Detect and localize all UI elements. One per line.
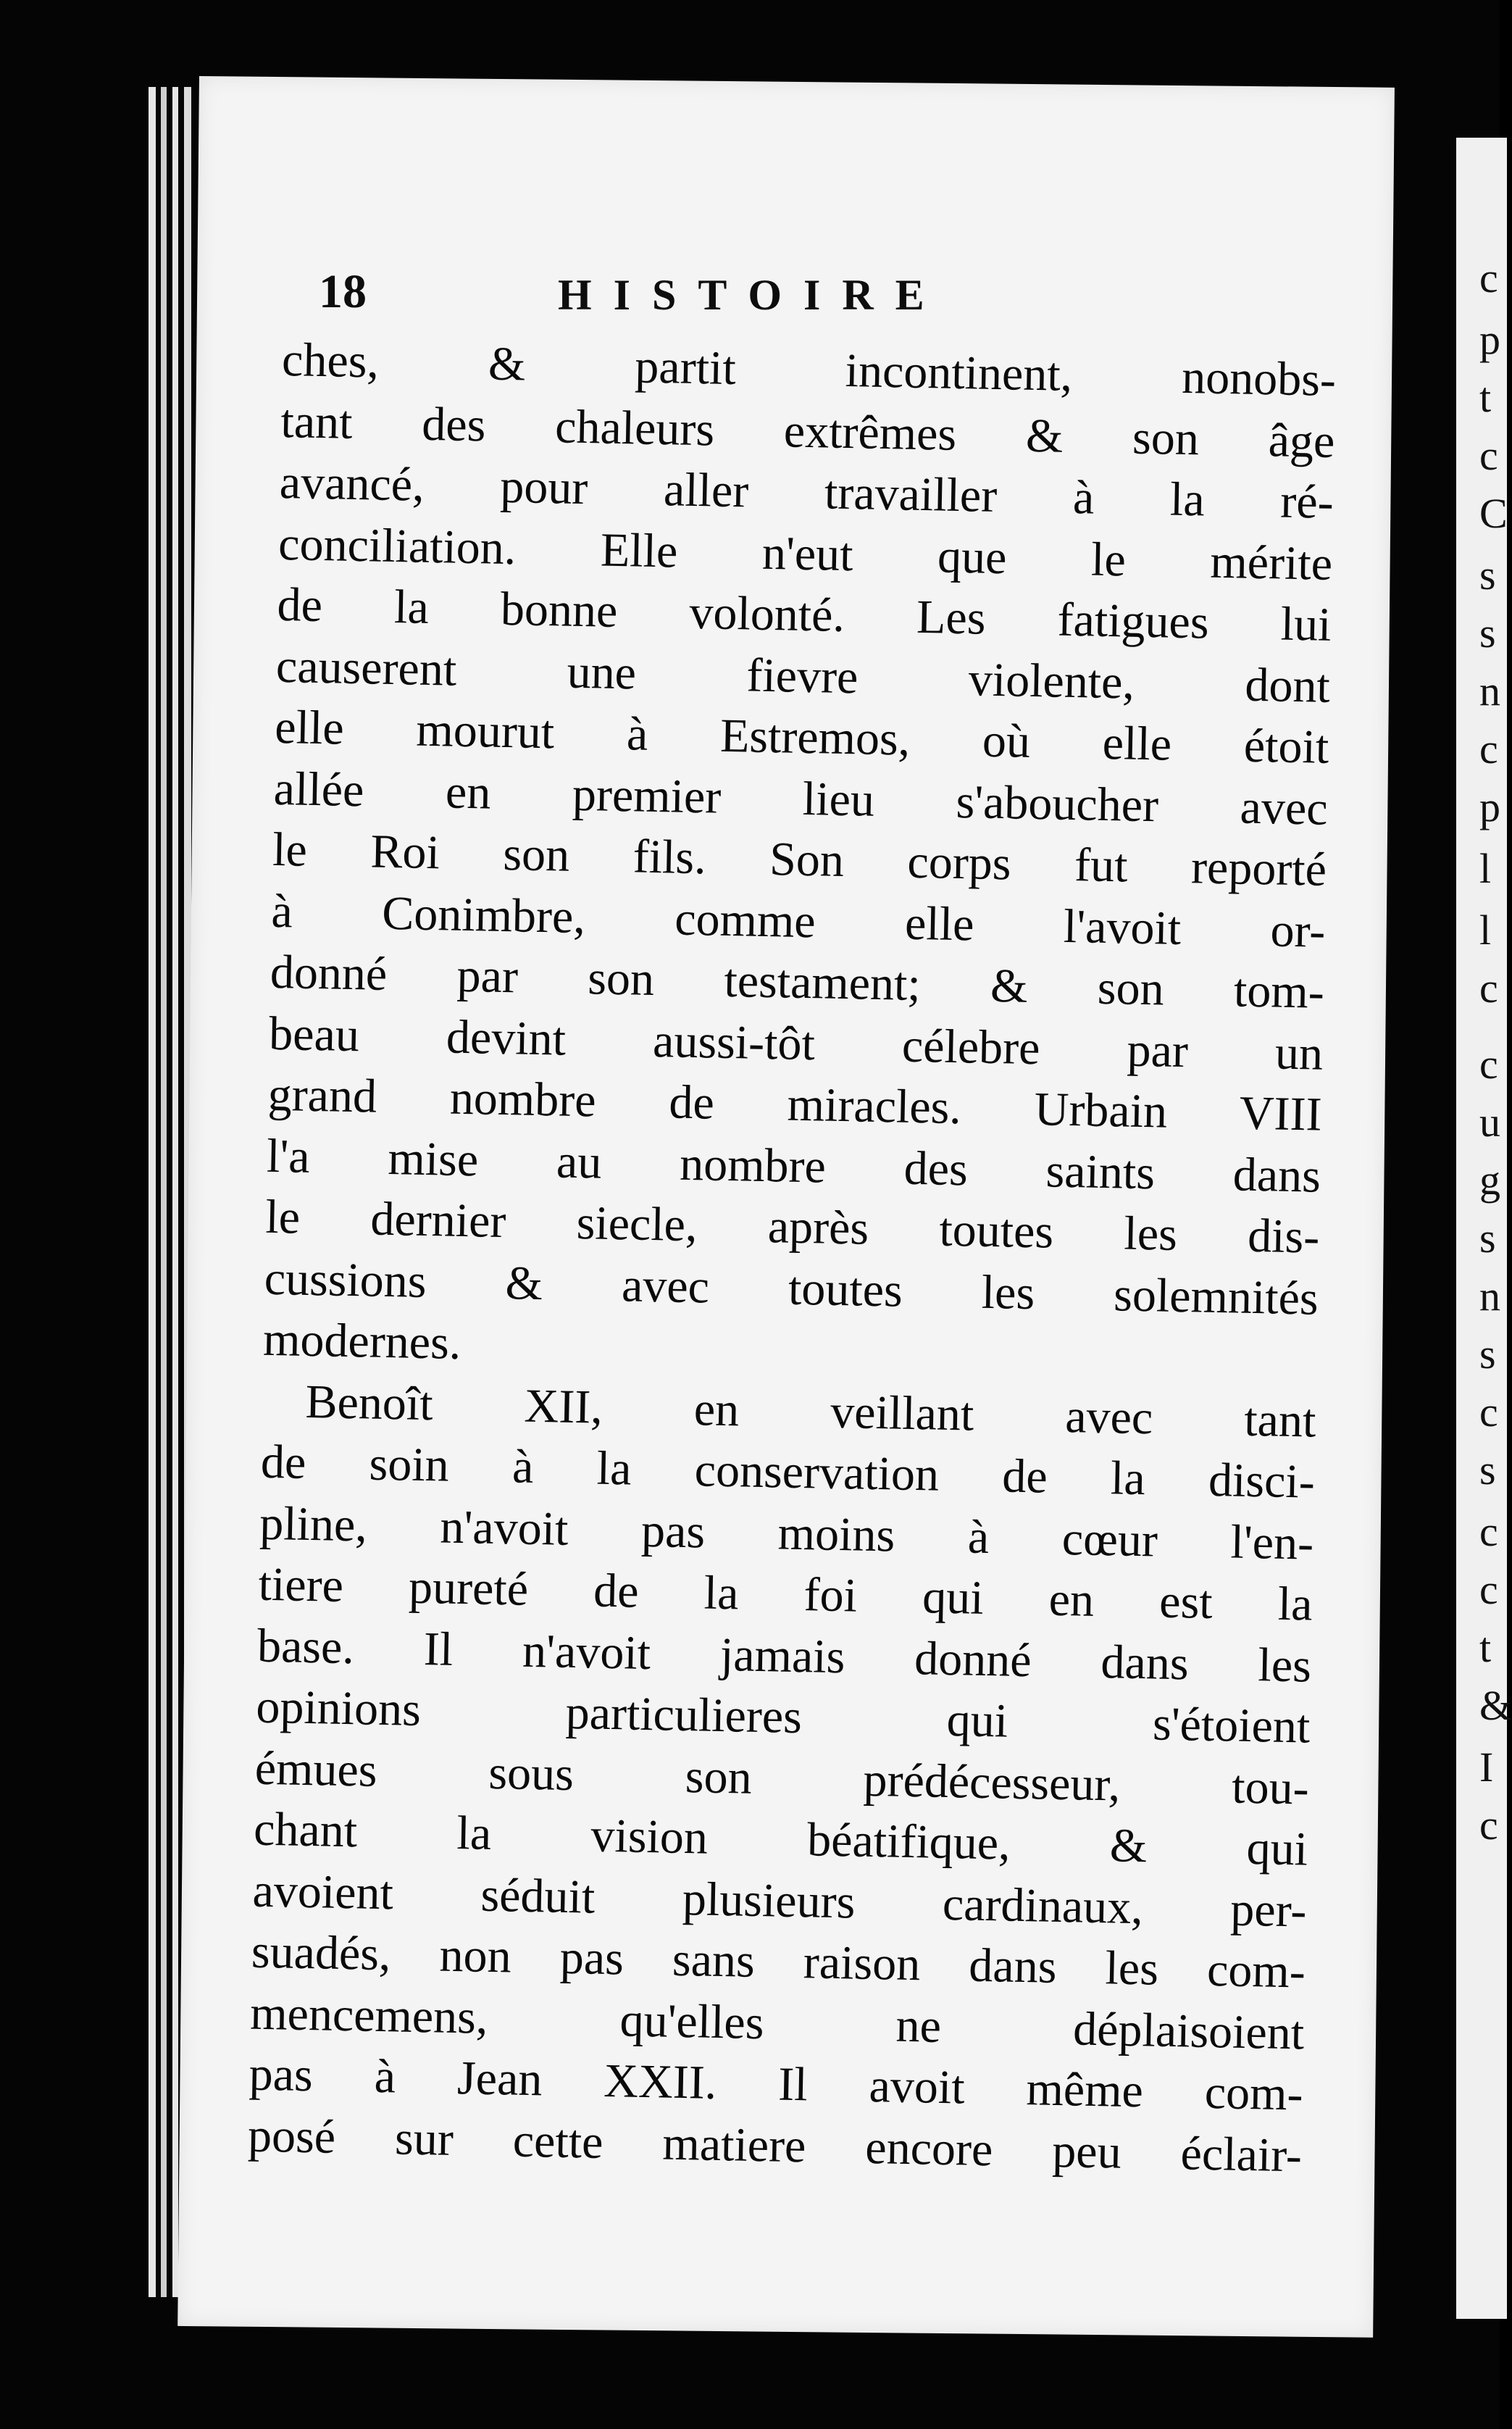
text-line: l'a mise au nombre des saints dans xyxy=(266,1129,1321,1203)
adjacent-page-fragment: u xyxy=(1479,1099,1500,1146)
text-line: causerent une fievre violente, dont xyxy=(275,639,1331,713)
text-line: le dernier siecle, après toutes les dis- xyxy=(264,1190,1320,1264)
text-line: grand nombre de miracles. Urbain VIII xyxy=(267,1067,1323,1141)
adjacent-page-fragment: c xyxy=(1479,964,1498,1012)
adjacent-page-fragment: g xyxy=(1479,1157,1500,1204)
text-line: elle mourut à Estremos, où elle étoit xyxy=(274,700,1329,774)
adjacent-page-fragment: t xyxy=(1479,374,1492,421)
text-line: tiere pureté de la foi qui en est la xyxy=(258,1557,1313,1631)
text-line: posé sur cette matiere encore peu éclair- xyxy=(247,2109,1303,2182)
text-line: le Roi son fils. Son corps fut reporté xyxy=(272,822,1327,896)
adjacent-page-fragment: c xyxy=(1479,1801,1498,1849)
adjacent-page-fragment: c xyxy=(1479,1041,1498,1088)
text-line: chant la vision béatifique, & qui xyxy=(253,1802,1308,1876)
text-line: modernes. xyxy=(262,1312,461,1370)
running-title: HISTOIRE xyxy=(558,271,946,319)
text-line: allée en premier lieu s'aboucher avec xyxy=(273,762,1329,836)
adjacent-page-fragment: s xyxy=(1479,609,1496,657)
adjacent-page-fragment: c xyxy=(1479,1388,1498,1436)
text-line: base. Il n'avoit jamais donné dans les xyxy=(256,1619,1312,1693)
text-line: de soin à la conservation de la disci- xyxy=(260,1435,1316,1509)
adjacent-page-fragment: s xyxy=(1479,1330,1496,1378)
text-line: à Conimbre, comme elle l'avoit or- xyxy=(270,884,1327,958)
body-text xyxy=(247,330,1336,2186)
adjacent-page-fragment: c xyxy=(1479,432,1498,479)
text-line: donné par son testament; & son tom- xyxy=(270,945,1325,1019)
page-number: 18 xyxy=(319,265,367,318)
text-line: conciliation. Elle n'eut que le mérite xyxy=(277,517,1333,591)
text-line: mencemens, qu'elles ne déplaisoient xyxy=(249,1986,1305,2059)
text-line: pas à Jean XXII. Il avoit même com- xyxy=(248,2047,1304,2121)
adjacent-page-fragment: c xyxy=(1479,1566,1498,1613)
page-edge xyxy=(149,87,156,2297)
text-line: suadés, non pas sans raison dans les com- xyxy=(251,1925,1306,1999)
adjacent-page-fragment: s xyxy=(1479,1446,1496,1493)
adjacent-page-fragment: n xyxy=(1479,667,1500,714)
adjacent-page-fragment: s xyxy=(1479,551,1496,599)
adjacent-page-fragment: p xyxy=(1479,316,1500,363)
text-line: beau devint aussi-tôt célebre par un xyxy=(268,1007,1324,1080)
text-line: émues sous son prédécesseur, tou- xyxy=(254,1741,1310,1815)
text-line: tant des chaleurs extrêmes & son âge xyxy=(280,394,1336,468)
text-line: pline, n'avoit pas moins à cœur l'en- xyxy=(259,1496,1314,1570)
adjacent-page-fragment: n xyxy=(1479,1272,1500,1320)
adjacent-page-fragment: & xyxy=(1479,1682,1512,1729)
adjacent-page-fragment: c xyxy=(1479,254,1498,301)
text-line: opinions particulieres qui s'étoient xyxy=(255,1680,1311,1754)
adjacent-page-fragment: I xyxy=(1479,1743,1494,1791)
page-edge xyxy=(172,87,178,2297)
adjacent-page-fragment: l xyxy=(1479,907,1492,954)
adjacent-page-fragment: C xyxy=(1479,490,1508,537)
text-line: ches, & partit incontinent, nonobs- xyxy=(281,333,1337,407)
text-line: de la bonne volonté. Les fatigues lui xyxy=(277,578,1332,651)
adjacent-page-strip xyxy=(1456,138,1512,2319)
page-edge xyxy=(161,87,167,2297)
text-line: Benoît XII, en veillant avec tant xyxy=(304,1375,1317,1448)
text-line: avoient séduit plusieurs cardinaux, per- xyxy=(251,1864,1308,1938)
text-line: avancé, pour aller travailler à la ré- xyxy=(279,455,1335,529)
adjacent-page-fragment: c xyxy=(1479,1508,1498,1555)
adjacent-page-fragment: p xyxy=(1479,783,1500,830)
adjacent-page-fragment: c xyxy=(1479,725,1498,772)
adjacent-page-fragment: l xyxy=(1479,845,1492,892)
text-line: cussions & avec toutes les solemnités xyxy=(264,1251,1319,1325)
adjacent-page-fragment: s xyxy=(1479,1214,1496,1262)
running-head xyxy=(319,264,1152,330)
adjacent-page-fragment: t xyxy=(1479,1624,1492,1671)
